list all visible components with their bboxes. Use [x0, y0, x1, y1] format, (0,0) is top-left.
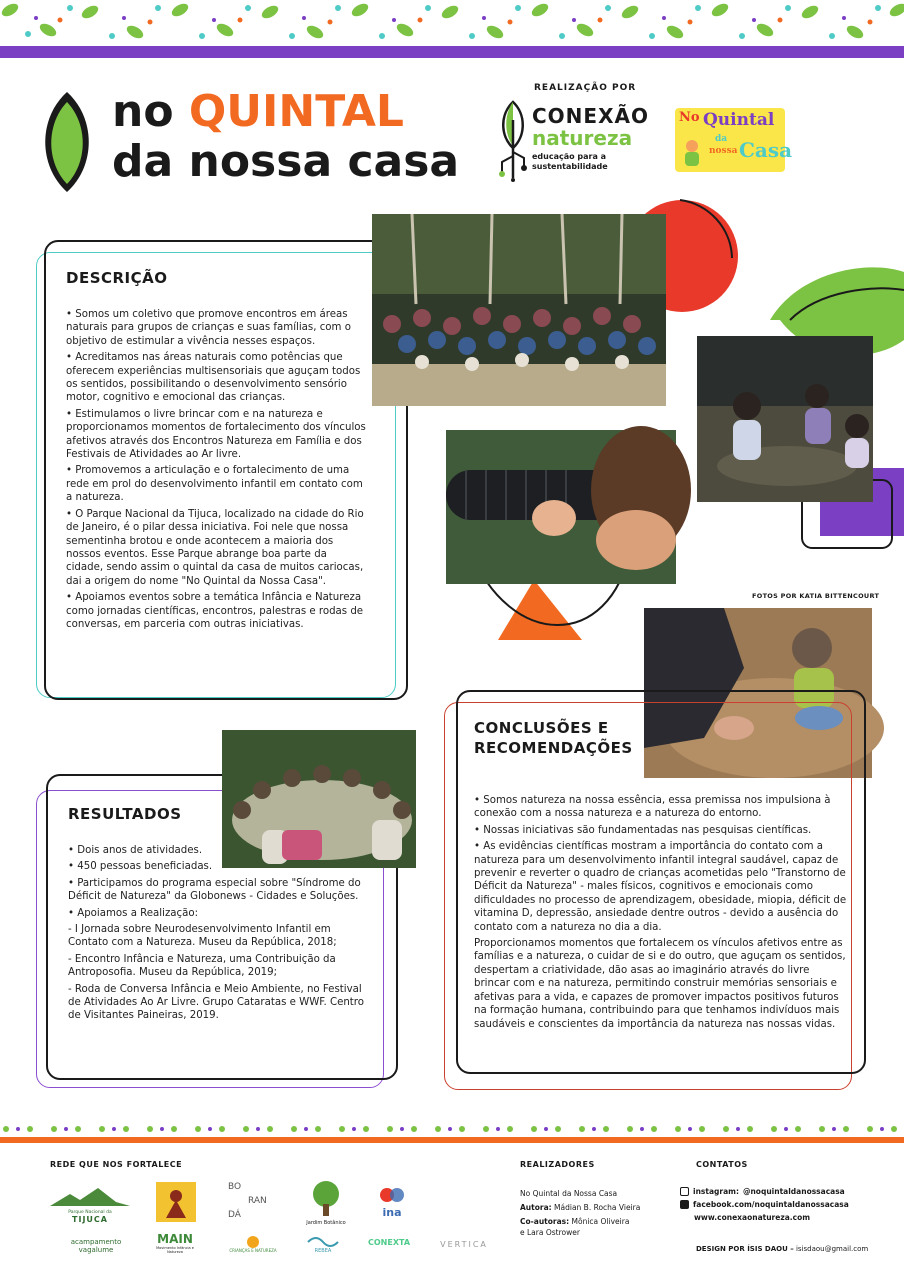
group-photo-forest	[372, 214, 666, 406]
bottom-dot-pattern	[0, 1122, 904, 1136]
nq-logo-quintal: Quintal	[703, 110, 775, 130]
boranda-ran: RAN	[248, 1196, 267, 1206]
photo-credit: FOTOS POR KATIA BITTENCOURT	[752, 592, 880, 600]
partner-boranda-logo	[228, 1180, 272, 1224]
instagram-handle[interactable]: @noquintaldanossacasa	[742, 1187, 845, 1196]
partner-tijuca-top: Parque Nacional da	[68, 1210, 112, 1215]
contatos-title: CONTATOS	[696, 1160, 748, 1169]
logo-word-quintal: QUINTAL	[188, 86, 404, 137]
descricao-item: • Acreditamos nas áreas naturais como potências que oferecem experiências multisensoriais que aguçam todos os sentidos, possibilitando o desenvolvimento sensório motor, cognitivo e emocional das crianças.	[66, 352, 361, 404]
coautoras-2: e Lara Ostrower	[520, 1228, 580, 1237]
descricao-item: • Apoiamos eventos sobre a temática Infância e Natureza como jornadas científicas, encontros, palestras e rodas de conversas, em parceria com outras iniciativas.	[66, 592, 364, 630]
partner-main-logo	[150, 1232, 200, 1254]
nq-logo-casa: Casa	[739, 138, 793, 162]
descricao-item: • Promovemos a articulação e o fortalecimento de uma rede em prol do desenvolvimento infantil em contato com a natureza.	[66, 465, 363, 504]
leaf-logo-icon	[36, 88, 98, 196]
facebook-link[interactable]: facebook.com/noquintaldanossacasa	[693, 1200, 849, 1209]
resultados-item: • Dois anos de atividades.	[68, 845, 203, 856]
child-with-tube-photo	[446, 430, 676, 584]
design-credit	[696, 1244, 896, 1255]
sun-icon	[241, 1232, 265, 1246]
children-water-photo	[697, 336, 873, 502]
bottom-orange-bar	[0, 1137, 904, 1143]
descricao-item: • Estimulamos o livre brincar com e na natureza e proporcionamos momentos de fortalecimento dos vínculos afetivos através dos Encontros Natureza em Família e dos Festivais de Atividades ao Ar livre.	[66, 408, 366, 461]
realizadores-org: No Quintal da Nossa Casa	[520, 1189, 618, 1198]
conclusoes-item: Proporcionamos momentos que fortalecem os vínculos afetivos entre as famílias e a natureza, o cuidar de si e do outro, que aguçam os sentidos, despertam a criatividade, dão asas ao imaginário através do livre brincar com e na natureza, permitindo construir memórias sensoriais e afetivas para a vida, e capazes de promover impactos positivos futuros na formação humana, contribuindo para que tenhamos indivíduos mais saudáveis e conscientes da importância da natureza nas nossas vidas.	[474, 938, 846, 1030]
coautoras-1: Mônica Oliveira	[571, 1217, 630, 1226]
ina-symbol-icon	[377, 1186, 407, 1204]
partner-jardim-name: Jardim Botânico	[306, 1220, 346, 1226]
instagram-icon	[680, 1187, 689, 1196]
facebook-icon	[680, 1200, 689, 1209]
resultados-item: - Roda de Conversa Infância e Meio Ambiente, no Festival de Atividades Ao Ar Livre. Grupo Cataratas e WWF. Centro de Visitantes Paineiras, 2019.	[68, 983, 365, 1022]
partner-main-sub: Movimento Infância e Natureza	[156, 1246, 194, 1254]
autora-label: Autora:	[520, 1203, 552, 1212]
conexao-natureza-leaf-circuit-icon	[496, 100, 530, 182]
nq-logo-children-icon	[679, 138, 705, 168]
partner-conexta-logo: CONEXTA	[367, 1238, 411, 1247]
natureza-title: natureza	[532, 126, 633, 150]
top-decorative-pattern	[0, 0, 904, 46]
tree-icon	[306, 1180, 346, 1218]
partner-ina-name: ina	[382, 1206, 402, 1219]
realizadores-title: REALIZADORES	[520, 1160, 595, 1169]
partner-vagalume-logo: acampamento vagalume	[70, 1238, 122, 1254]
nq-logo-nossa: nossa	[709, 146, 738, 156]
rebea-wave-icon	[308, 1234, 338, 1246]
no-quintal-colorful-logo	[675, 108, 793, 172]
partner-ranucci-logo	[156, 1182, 196, 1222]
resultados-item: • Participamos do programa especial sobre "Síndrome do Déficit de Natureza" da Globonews - Cidades e Soluções.	[68, 877, 361, 903]
resultados-item: - I Jornada sobre Neurodesenvolvimento Infantil em Contato com a Natureza. Museu da República, 2018;	[68, 924, 337, 949]
partner-rebea-logo	[300, 1234, 346, 1254]
boranda-da: DÁ	[228, 1210, 241, 1220]
conclusoes-title-line2: RECOMENDAÇÕES	[474, 739, 633, 757]
conexao-subtitle: educação para a sustentabilidade	[532, 152, 608, 171]
conclusoes-body	[474, 794, 848, 1034]
descricao-item: • O Parque Nacional da Tijuca, localizado na cidade do Rio de Janeiro, é o pilar dessa iniciativa. Foi nele que nossa sementinha brotou e onde acontecem a maioria dos nossos eventos. Esse Parque abrange boa parte da cidade, sendo assim o quintal da casa de muitos cariocas, dai a origem do nome "No Quintal da Nossa Casa".	[66, 508, 364, 587]
boranda-bo: BO	[228, 1182, 242, 1192]
contatos-list	[680, 1186, 880, 1223]
resultados-item: • Apoiamos a Realização:	[68, 907, 199, 919]
conclusoes-item: • As evidências científicas mostram a importância do contato com a natureza para um desenvolvimento infantil integral saudável, capaz de prevenir e reverter o quadro de crianças acometidas pelo "Transtorno de Déficit da Natureza" - males físicos, cognitivos e emocionais como dificuldades no processo de aprendizagem, obesidade, miopia, déficit de vitamina D, depressão, ansiedade dentre outros - devido a ausência do contato com a natureza no dia a dia.	[474, 841, 847, 933]
partner-jardim-botanico-logo	[302, 1180, 350, 1226]
conclusoes-title-line1: CONCLUSÕES E	[474, 719, 609, 737]
coautoras-label: Co-autoras:	[520, 1217, 570, 1226]
instagram-label: instagram:	[693, 1187, 739, 1196]
design-label: DESIGN POR ÍSIS DAOU –	[696, 1245, 794, 1253]
mountain-icon	[50, 1188, 130, 1208]
descricao-body	[66, 308, 366, 634]
realizadores-list	[520, 1188, 670, 1238]
logo-title-line2: da nossa casa	[112, 136, 460, 187]
partner-tijuca-name: TIJUCA	[72, 1215, 108, 1224]
partner-rebea-name: REBEA	[314, 1248, 332, 1254]
partner-vertica-logo: VERTICA	[440, 1240, 488, 1249]
design-email[interactable]: isisdaou@gmail.com	[795, 1245, 869, 1253]
rede-title: REDE QUE NOS FORTALECE	[50, 1160, 183, 1169]
nq-logo-no: No	[679, 110, 700, 125]
partner-main-name: MAIN	[157, 1232, 193, 1246]
realizacao-label: REALIZAÇÃO POR	[534, 83, 637, 93]
descricao-title: DESCRIÇÃO	[66, 269, 168, 287]
autora-name: Mádian B. Rocha Vieira	[554, 1203, 641, 1212]
partner-tijuca-logo	[50, 1188, 130, 1224]
site-link[interactable]: www.conexaonatureza.com	[694, 1213, 811, 1222]
descricao-item: • Somos um coletivo que promove encontros em áreas naturais para grupos de crianças e suas famílias, com o objetivo de estimular a vivência nesses espaços.	[66, 309, 351, 347]
conclusoes-item: • Nossas iniciativas são fundamentadas nas pesquisas científicas.	[474, 824, 812, 836]
top-purple-bar	[0, 46, 904, 58]
logo-word-no: no	[112, 86, 174, 137]
partner-criancas-name: CRIANÇAS E NATUREZA	[229, 1248, 277, 1253]
resultados-item: • 450 pessoas beneficiadas.	[68, 861, 213, 873]
partner-criancas-natureza-logo	[228, 1232, 278, 1253]
partner-ina-logo	[372, 1186, 412, 1219]
resultados-item: - Encontro Infância e Natureza, uma Contribuição da Antroposofia. Museu da República, 2019;	[68, 953, 336, 979]
conclusoes-item: • Somos natureza na nossa essência, essa premissa nos impulsiona à conexão com a nossa natureza e a natureza do entorno.	[474, 795, 831, 820]
nq-logo-da: da	[715, 134, 728, 144]
conexao-title: CONEXÃO	[532, 104, 649, 128]
resultados-title: RESULTADOS	[68, 805, 182, 823]
resultados-body	[68, 844, 368, 1026]
logo-title-line1	[112, 88, 404, 136]
